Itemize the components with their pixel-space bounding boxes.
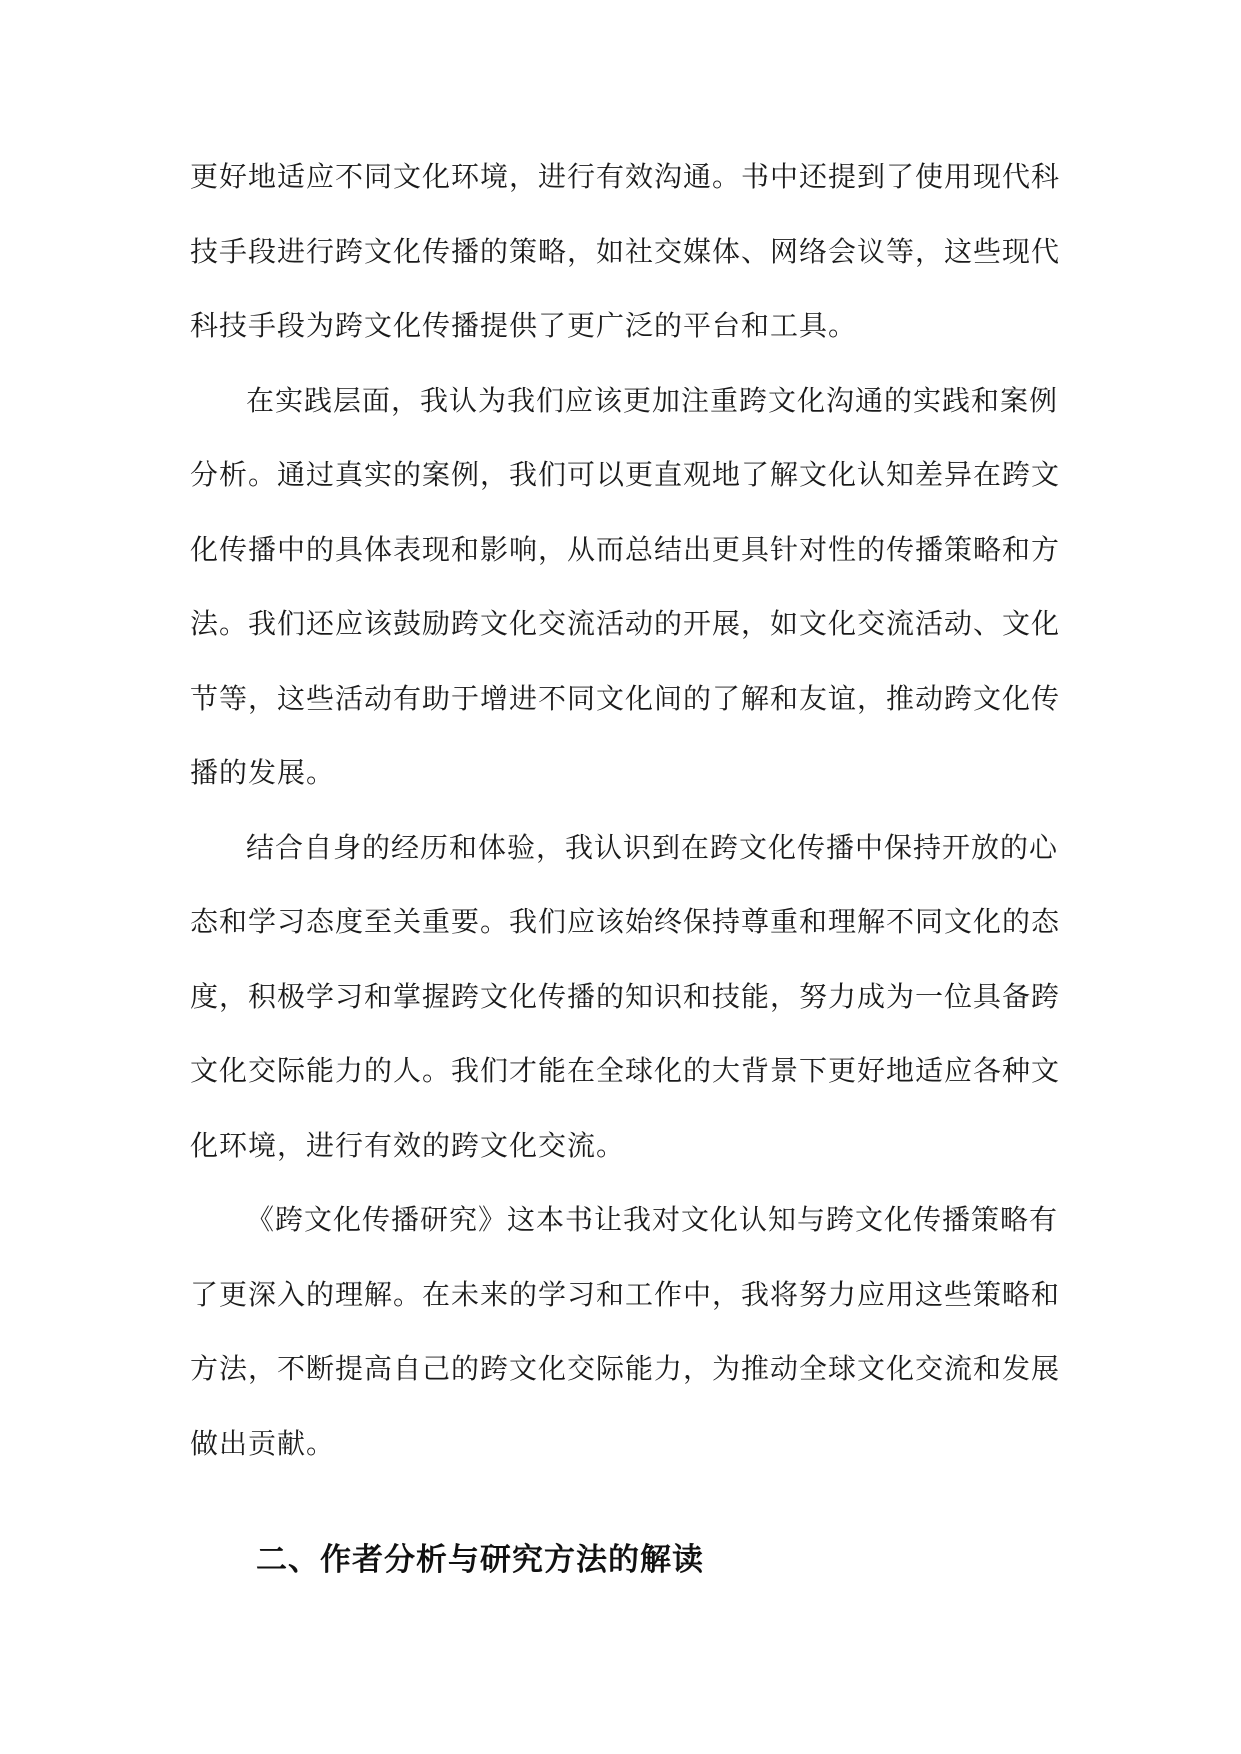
- text-line: 结合自身的经历和体验，我认识到在跨文化传播中保持开放的心: [246, 830, 1059, 864]
- text-line: 态和学习态度至关重要。我们应该始终保持尊重和理解不同文化的态: [190, 905, 1061, 938]
- text-line: 技手段进行跨文化传播的策略，如社交媒体、网络会议等，这些现代: [190, 234, 1061, 268]
- text-line: 节等，这些活动有助于增进不同文化间的了解和友谊，推动跨文化传: [190, 681, 1061, 715]
- text-line: 播的发展。: [190, 756, 336, 789]
- text-line: 了更深入的理解。在未来的学习和工作中，我将努力应用这些策略和: [190, 1277, 1061, 1311]
- text-line: 科技手段为跨文化传播提供了更广泛的平台和工具。: [190, 309, 858, 342]
- text-line: 做出贡献。: [190, 1426, 336, 1460]
- text-line: 更好地适应不同文化环境，进行有效沟通。书中还提到了使用现代科: [190, 160, 1061, 193]
- section-heading: 二、作者分析与研究方法的解读: [256, 1542, 704, 1578]
- text-line: 分析。通过真实的案例，我们可以更直观地了解文化认知差异在跨文: [190, 458, 1061, 491]
- text-line: 文化交际能力的人。我们才能在全球化的大背景下更好地适应各种文: [190, 1054, 1061, 1087]
- text-line: 化环境，进行有效的跨文化交流。: [190, 1128, 626, 1162]
- text-line: 度，积极学习和掌握跨文化传播的知识和技能，努力成为一位具备跨: [190, 979, 1061, 1013]
- text-line: 化传播中的具体表现和影响，从而总结出更具针对性的传播策略和方: [190, 532, 1061, 566]
- text-line: 方法，不断提高自己的跨文化交际能力，为推动全球文化交流和发展: [190, 1352, 1061, 1385]
- text-line: 《跨文化传播研究》这本书让我对文化认知与跨文化传播策略有: [246, 1203, 1059, 1236]
- body-text: [190, 140, 1061, 1481]
- text-line: 法。我们还应该鼓励跨文化交流活动的开展，如文化交流活动、文化: [190, 607, 1061, 640]
- text-line: 在实践层面，我认为我们应该更加注重跨文化沟通的实践和案例: [246, 383, 1059, 417]
